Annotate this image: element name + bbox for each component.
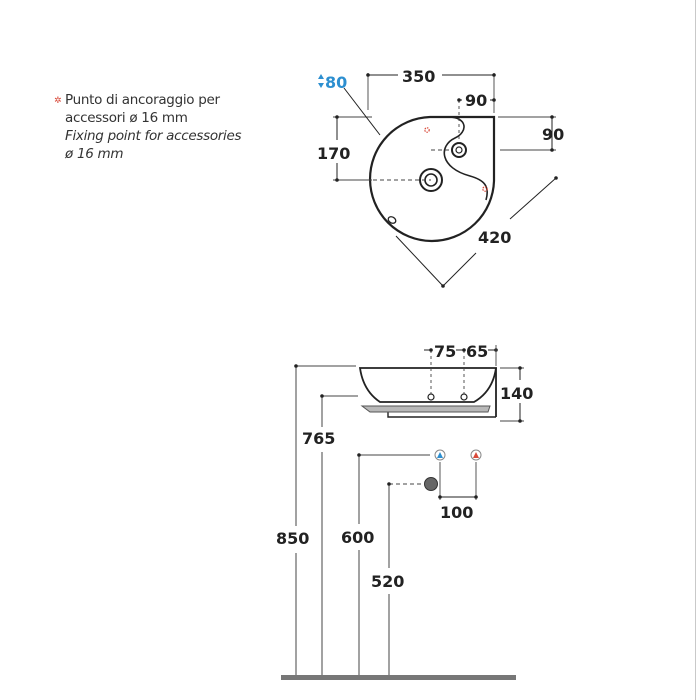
fixing-point-icon: ✲	[54, 96, 62, 106]
dim-depth-label: 170	[317, 144, 351, 163]
legend-line-2: accessori ø 16 mm	[65, 110, 188, 126]
dim-side-right-label: 90	[542, 125, 565, 144]
legend-line-4: ø 16 mm	[65, 146, 124, 162]
dim-mount-shelf-label: 765	[302, 429, 336, 448]
legend-line-1: Punto di ancoraggio per	[65, 92, 220, 108]
legend-line-3: Fixing point for accessories	[65, 128, 242, 144]
dim-overflow-label: 80	[325, 73, 348, 92]
level-arrows-icon	[318, 74, 324, 88]
tap-hole	[452, 143, 466, 157]
dim-hole-a-label: 75	[434, 342, 457, 361]
dim-tap-offset-label: 90	[465, 91, 488, 110]
drain-outlet-icon	[425, 478, 438, 491]
shelf	[362, 406, 490, 412]
dim-hole-b-label: 65	[466, 342, 489, 361]
dim-diagonal-label: 420	[478, 228, 512, 247]
dim-mount-top-label: 850	[276, 529, 310, 548]
dim-width-label: 350	[402, 67, 436, 86]
dim-supply-height-label: 600	[341, 528, 375, 547]
floor	[281, 675, 516, 680]
basin-rim-curve	[444, 117, 487, 200]
dim-supply-spacing-label: 100	[440, 503, 474, 522]
fixing-point-icon	[425, 128, 429, 132]
top-view	[317, 67, 564, 288]
front-view	[276, 342, 533, 680]
dim-height-label: 140	[500, 384, 534, 403]
dim-drain-height-label: 520	[371, 572, 405, 591]
basin-top-outline	[370, 117, 494, 241]
